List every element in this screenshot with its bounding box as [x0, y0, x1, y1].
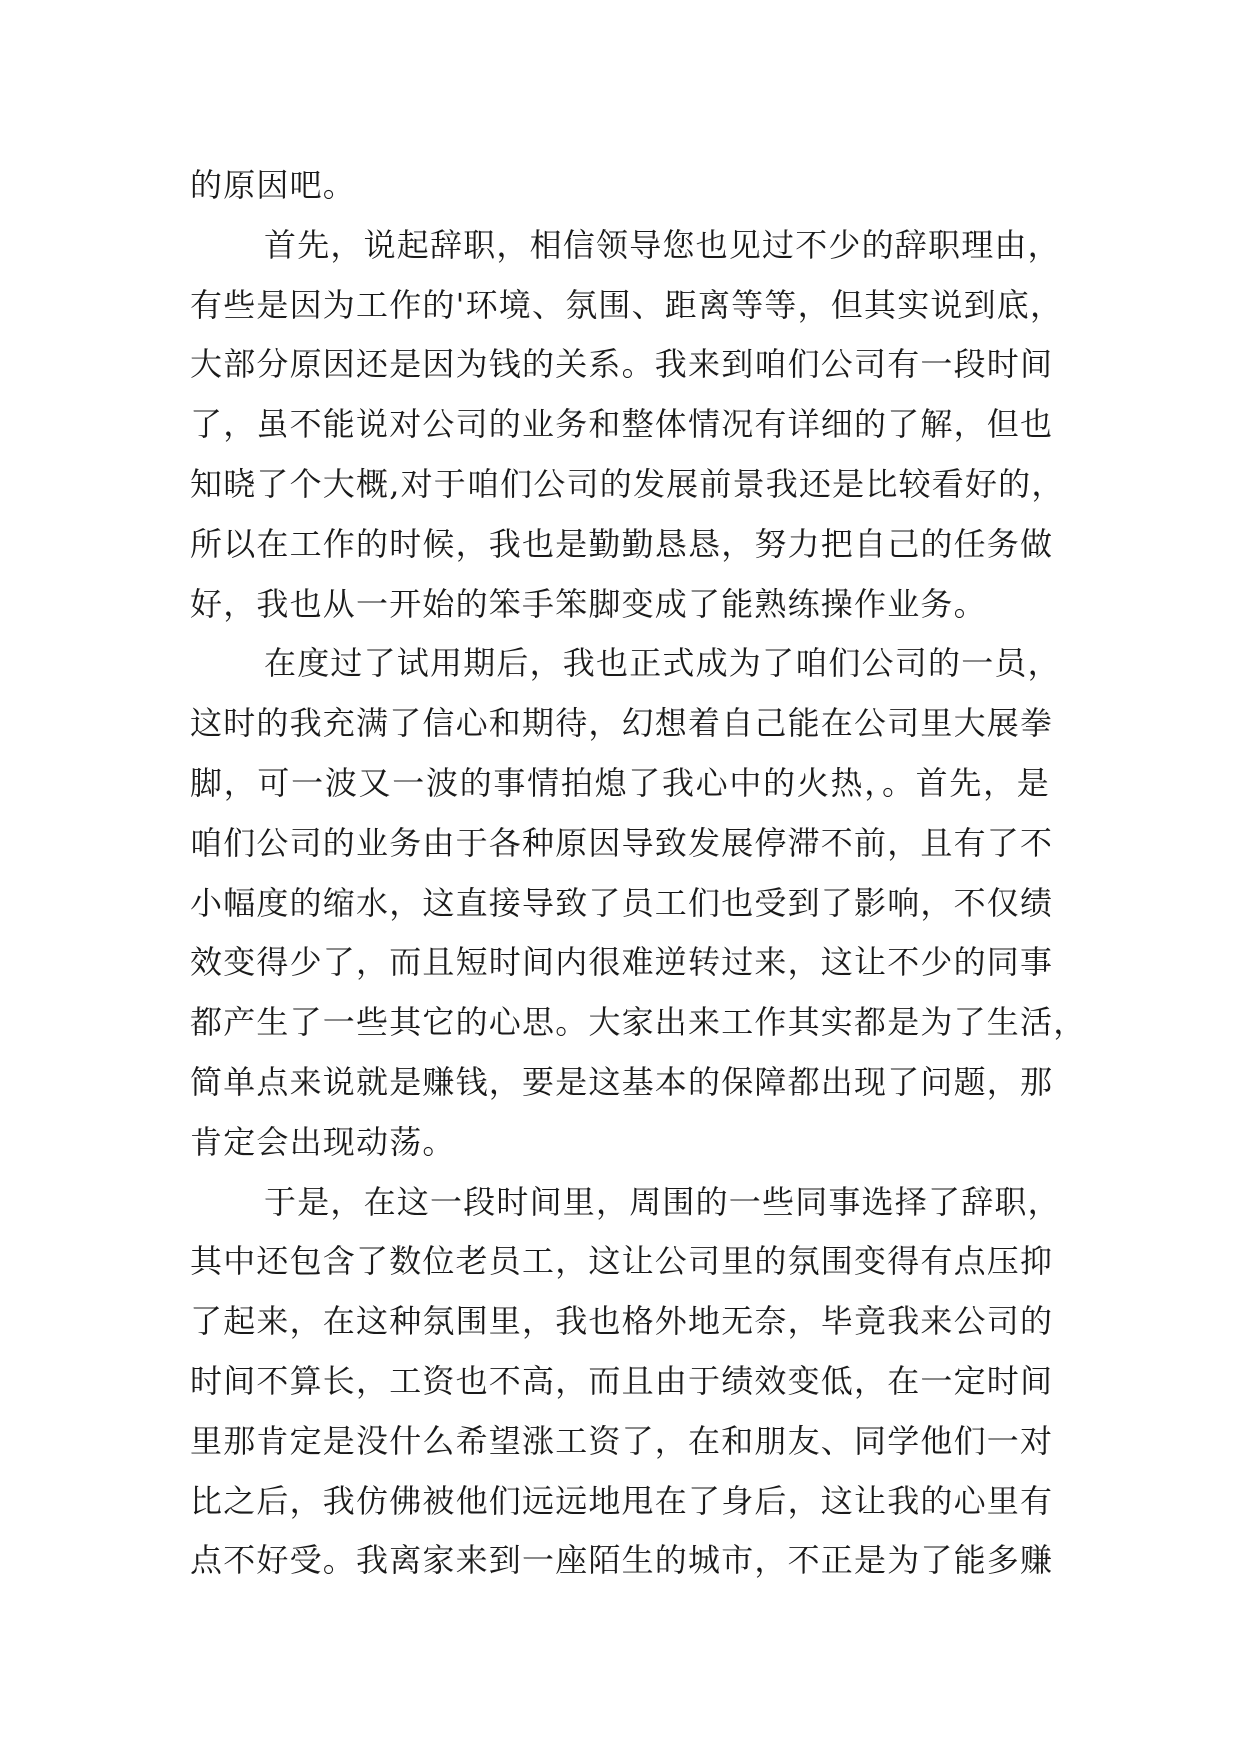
text-line: 好，我也从一开始的笨手笨脚变成了能熟练操作业务。 [190, 584, 987, 623]
text-line: 首先，说起辞职，相信领导您也见过不少的辞职理由， [264, 225, 1061, 264]
text-line: 小幅度的缩水，这直接导致了员工们也受到了影响，不仅绩 [190, 883, 1054, 922]
text-line: 于是，在这一段时间里，周围的一些同事选择了辞职， [264, 1182, 1061, 1221]
text-line: 比之后，我仿佛被他们远远地甩在了身后，这让我的心里有 [190, 1481, 1054, 1520]
text-line: 在度过了试用期后，我也正式成为了咱们公司的一员， [264, 644, 1061, 683]
text-line: 的原因吧。 [190, 166, 357, 204]
text-line: 简单点来说就是赚钱，要是这基本的保障都出现了问题，那 [190, 1062, 1054, 1101]
text-line: 其中还包含了数位老员工，这让公司里的氛围变得有点压抑 [190, 1242, 1054, 1281]
text-line: 了起来，在这种氛围里，我也格外地无奈，毕竟我来公司的 [190, 1302, 1054, 1341]
text-line: 都产生了一些其它的心思。大家出来工作其实都是为了生活， [190, 1003, 1087, 1042]
text-line: 肯定会出现动荡。 [190, 1122, 456, 1161]
text-line: 这时的我充满了信心和期待，幻想着自己能在公司里大展拳 [190, 704, 1054, 743]
text-line: 有些是因为工作的'环境、氛围、距离等等，但其实说到底， [190, 285, 1064, 324]
text-line: 脚，可一波又一波的事情拍熄了我心中的火热，。首先，是 [190, 763, 1050, 802]
text-line: 里那肯定是没什么希望涨工资了，在和朋友、同学他们一对 [190, 1421, 1054, 1460]
text-line: 知晓了个大概,对于咱们公司的发展前景我还是比较看好的， [190, 464, 1065, 503]
text-line: 时间不算长，工资也不高，而且由于绩效变低，在一定时间 [190, 1361, 1054, 1400]
text-line: 点不好受。我离家来到一座陌生的城市，不正是为了能多赚 [190, 1541, 1054, 1580]
text-line: 效变得少了，而且短时间内很难逆转过来，这让不少的同事 [190, 943, 1054, 982]
text-line: 大部分原因还是因为钱的关系。我来到咱们公司有一段时间 [190, 345, 1054, 384]
text-line: 了，虽不能说对公司的业务和整体情况有详细的了解，但也 [190, 405, 1054, 444]
document-body [190, 156, 1087, 1591]
text-line: 咱们公司的业务由于各种原因导致发展停滞不前，且有了不 [190, 823, 1054, 862]
text-line: 所以在工作的时候，我也是勤勤恳恳，努力把自己的任务做 [190, 524, 1054, 563]
